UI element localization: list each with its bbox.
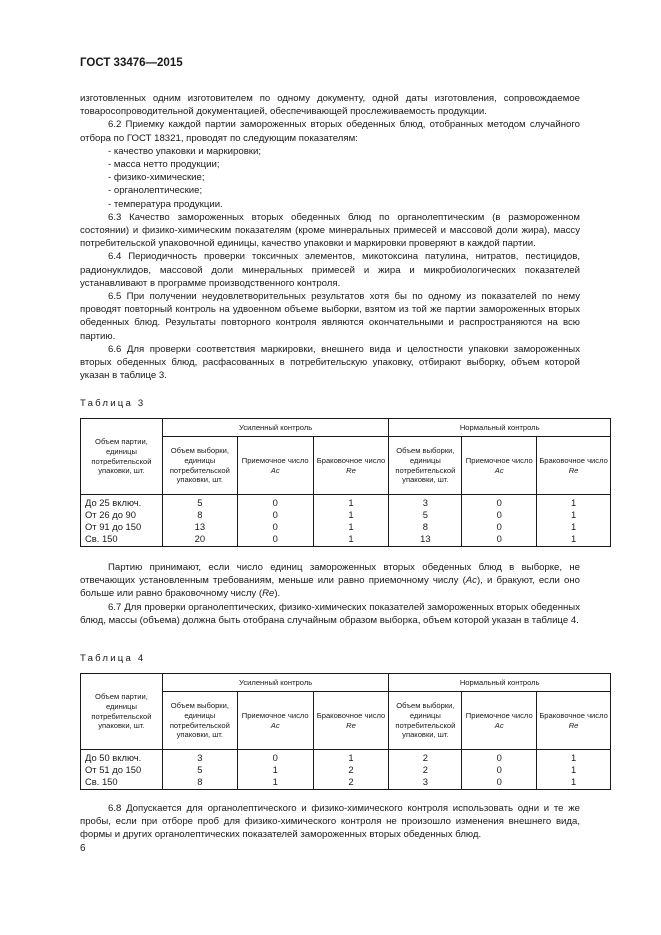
list-item: - органолептические; xyxy=(108,185,203,197)
cell-value: 3 xyxy=(389,776,462,790)
col-accept-number: Приемочное число Ac xyxy=(237,692,313,750)
list-item: - температура продукции. xyxy=(108,198,223,210)
paragraph-continuation: изготовленных одним изготовителем по одному документу, одной даты изготовления, сопровождаемое товаросопроводительной документацией, обеспечивающей прослеживаемость продукции. xyxy=(80,93,580,118)
cell-value: 1 xyxy=(313,521,389,533)
paragraph-6-7: 6.7 Для проверки органолептических, физико-химических показателей замороженных вторых обеденных блюд, массы (объема) должна быть отобрана случайным образом выборка, объем которой указан в таблице 4. xyxy=(80,601,580,626)
cell-value: 1 xyxy=(313,750,389,765)
cell-value: 0 xyxy=(462,533,537,547)
cell-value: 13 xyxy=(389,533,462,547)
table-row xyxy=(81,509,611,521)
col-accept-number: Приемочное число Ac xyxy=(462,437,537,495)
col-sample-volume: Объем выборки, единицы потребительской упаковки, шт. xyxy=(162,692,237,750)
cell-value: 20 xyxy=(162,533,237,547)
paragraph-6-3: 6.3 Качество замороженных вторых обеденных блюд по органолептическим (в размороженном состоянии) и физико-химическим показателям (кроме минеральных примесей и массовой доли жира), массу потребительской упаковочной единицы, качество упаковки и маркировки проверяют в каждой партии. xyxy=(80,211,580,250)
cell-value: 3 xyxy=(389,495,462,510)
cell-value: 8 xyxy=(162,776,237,790)
group-normal-control: Нормальный контроль xyxy=(389,674,611,692)
col-reject-number: Браковочное число Re xyxy=(313,437,389,495)
text-block-middle xyxy=(80,561,580,627)
cell-party: От 91 до 150 xyxy=(81,521,163,533)
col-reject-number: Браковочное число Re xyxy=(537,437,611,495)
cell-value: 3 xyxy=(162,750,237,765)
cell-value: 5 xyxy=(162,495,237,510)
group-strict-control: Усиленный контроль xyxy=(162,419,389,437)
table-row xyxy=(81,495,611,510)
text-block-bottom xyxy=(80,802,580,842)
cell-value: 8 xyxy=(162,509,237,521)
cell-party: До 50 включ. xyxy=(81,750,163,765)
cell-value: 2 xyxy=(313,764,389,776)
list-item: - физико-химические; xyxy=(108,172,205,184)
page-number: 6 xyxy=(80,843,86,854)
cell-value: 1 xyxy=(537,521,611,533)
cell-value: 1 xyxy=(237,764,313,776)
cell-value: 0 xyxy=(462,509,537,521)
cell-value: 1 xyxy=(537,764,611,776)
cell-value: 0 xyxy=(462,750,537,765)
cell-value: 13 xyxy=(162,521,237,533)
cell-value: 1 xyxy=(537,495,611,510)
cell-value: 1 xyxy=(537,776,611,790)
cell-value: 1 xyxy=(313,533,389,547)
paragraph-acceptance: Партию принимают, если число единиц замороженных вторых обеденных блюд в выборке, не отвечающих установленным требованиям, меньше или равно приемочному числу (Ac), и бракуют, если оно больше или равно браковочному числу (Re). xyxy=(80,562,581,600)
group-normal-control: Нормальный контроль xyxy=(389,419,611,437)
cell-value: 1 xyxy=(537,533,611,547)
cell-value: 1 xyxy=(237,776,313,790)
paragraph-6-2: 6.2 Приемку каждой партии замороженных вторых обеденных блюд, отобранных методом случайного отбора по ГОСТ 18321, проводят по следующим показателям: xyxy=(80,119,580,144)
col-party-volume: Объем партии, единицы потребительской упаковки, шт. xyxy=(81,674,163,750)
cell-value: 2 xyxy=(389,750,462,765)
col-sample-volume: Объем выборки, единицы потребительской упаковки, шт. xyxy=(389,692,462,750)
cell-value: 0 xyxy=(462,764,537,776)
col-accept-number: Приемочное число Ac xyxy=(237,437,313,495)
cell-value: 0 xyxy=(462,521,537,533)
cell-value: 5 xyxy=(162,764,237,776)
cell-value: 0 xyxy=(462,776,537,790)
col-accept-number: Приемочное число Ac xyxy=(462,692,537,750)
cell-value: 0 xyxy=(237,521,313,533)
table-row xyxy=(81,521,611,533)
cell-value: 1 xyxy=(537,750,611,765)
list-item: - масса нетто продукции; xyxy=(108,159,220,171)
table-3-caption: Таблица 3 xyxy=(80,398,146,409)
paragraph-6-8: 6.8 Допускается для органолептического и физико-химического контроля использовать одни и те же пробы, если при отборе проб для физико-химического контроля не произошло изменения внешнего вида, формы и других органолептических показателей замороженных вторых обеденных блюд. xyxy=(80,803,580,841)
cell-value: 2 xyxy=(389,764,462,776)
paragraph-6-6: 6.6 Для проверки соответствия маркировки, внешнего вида и целостности упаковки замороженных вторых обеденных блюд, расфасованных в потребительскую упаковку, отбирают выборку, объем которой указан в таблице 3. xyxy=(80,343,580,382)
col-reject-number: Браковочное число Re xyxy=(537,692,611,750)
cell-value: 0 xyxy=(237,495,313,510)
cell-value: 1 xyxy=(313,509,389,521)
table-4 xyxy=(80,673,611,790)
cell-value: 0 xyxy=(237,509,313,521)
table-3 xyxy=(80,418,611,547)
paragraph-6-5: 6.5 При получении неудовлетворительных результатов хотя бы по одному из показателей по нему проводят повторный контроль на удвоенном объеме выборки, взятом из той же партии замороженных вторых обеденных блюд. Результаты повторного контроля являются окончательными и распространяются на всю партию. xyxy=(80,291,580,342)
col-party-volume: Объем партии, единицы потребительской упаковки, шт. xyxy=(81,419,163,495)
col-sample-volume: Объем выборки, единицы потребительской упаковки, шт. xyxy=(389,437,462,495)
col-sample-volume: Объем выборки, единицы потребительской упаковки, шт. xyxy=(162,437,237,495)
document-header: ГОСТ 33476—2015 xyxy=(80,57,183,69)
cell-party: Св. 150 xyxy=(81,533,163,547)
cell-value: 0 xyxy=(462,495,537,510)
cell-party: До 25 включ. xyxy=(81,495,163,510)
cell-party: Св. 150 xyxy=(81,776,163,790)
cell-value: 8 xyxy=(389,521,462,533)
cell-party: От 26 до 90 xyxy=(81,509,163,521)
cell-value: 1 xyxy=(537,509,611,521)
table-row xyxy=(81,776,611,790)
cell-value: 0 xyxy=(237,750,313,765)
indicator-list xyxy=(80,145,580,211)
cell-party: От 51 до 150 xyxy=(81,764,163,776)
cell-value: 5 xyxy=(389,509,462,521)
table-row xyxy=(81,750,611,765)
cell-value: 1 xyxy=(313,495,389,510)
table-4-caption: Таблица 4 xyxy=(80,653,146,664)
group-strict-control: Усиленный контроль xyxy=(162,674,389,692)
list-item: - качество упаковки и маркировки; xyxy=(108,145,262,157)
table-row xyxy=(81,764,611,776)
cell-value: 2 xyxy=(313,776,389,790)
cell-value: 0 xyxy=(237,533,313,547)
text-block-top xyxy=(80,92,580,382)
table-row xyxy=(81,533,611,547)
paragraph-6-4: 6.4 Периодичность проверки токсичных элементов, микотоксина патулина, нитратов, пестицидов, радионуклидов, массовой доли минеральных примесей и жира и микробиологических показателей устанавливают в программе производственного контроля. xyxy=(80,251,580,289)
col-reject-number: Браковочное число Re xyxy=(313,692,389,750)
